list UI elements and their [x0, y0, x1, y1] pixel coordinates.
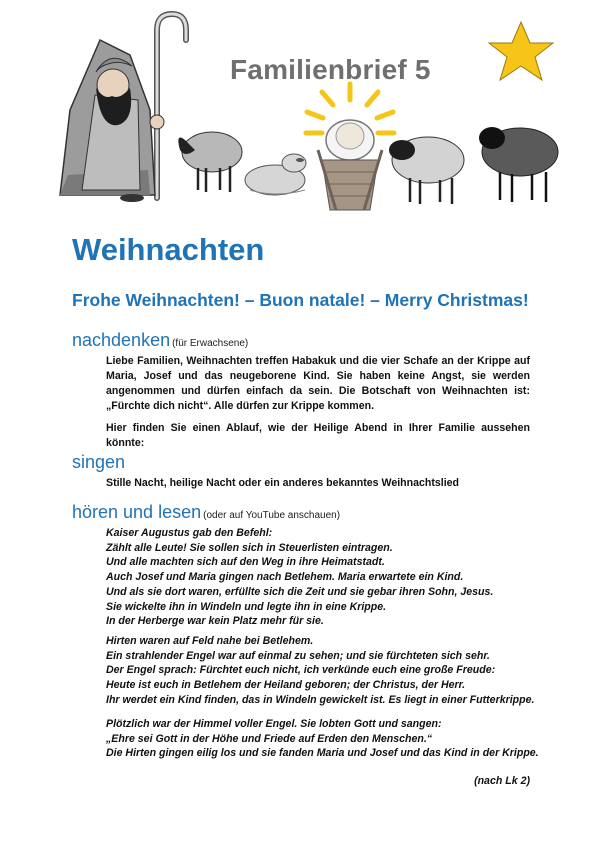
verse-line: Der Engel sprach: Fürchtet euch nicht, ich verkünde euch eine große Freude:	[106, 664, 496, 677]
section-note: (oder auf YouTube anschauen)	[203, 510, 341, 521]
sheep-illustration	[479, 127, 558, 202]
intro-paragraph: Liebe Familien, Weihnachten treffen Habakuk und die vier Schafe an der Krippe auf Maria, Josef und das neugeborene Kind. Sie haben keine Angst, sie werden angenommen und dürfen einfach da sein. Die Botschaft von Weihnachten ist: „Fürchte dich nicht“. Alle dürfen zur Krippe kommen.	[106, 355, 530, 412]
song-suggestion: Stille Nacht, heilige Nacht oder ein anderes bekanntes Weihnachtslied	[106, 477, 460, 489]
bible-stanza-3	[106, 717, 539, 761]
verse-line: Auch Josef und Maria gingen nach Betlehem. Maria erwartete ein Kind.	[106, 571, 464, 584]
verse-line: Die Hirten gingen eilig los und sie fanden Maria und Josef und das Kind in der Krippe.	[106, 747, 539, 760]
section-heading-singen	[72, 452, 125, 473]
bible-reference: (nach Lk 2)	[474, 775, 530, 787]
bible-stanza-1	[106, 526, 536, 629]
greeting-heading: Frohe Weihnachten! – Buon natale! – Merry Christmas!	[72, 290, 529, 310]
verse-line: Kaiser Augustus gab den Befehl:	[106, 527, 273, 539]
shepherd-illustration	[60, 14, 186, 202]
letter-title: Familienbrief 5	[230, 54, 431, 85]
bible-stanza-2	[106, 634, 536, 708]
verse-line: Heute ist euch in Betlehem der Heiland geboren; der Christus, der Herr.	[106, 679, 466, 692]
sheep-illustration	[178, 132, 242, 192]
sheep-illustration	[389, 137, 464, 204]
section-note: (für Erwachsene)	[172, 338, 249, 349]
verse-line: In der Herberge war kein Platz mehr für sie.	[106, 615, 324, 628]
sheep-illustration	[245, 154, 306, 195]
manger-illustration	[306, 84, 394, 210]
verse-line: Plötzlich war der Himmel voller Engel. Sie lobten Gott und sangen:	[106, 718, 442, 730]
page-title: Weihnachten	[72, 232, 265, 267]
star-icon	[489, 22, 553, 80]
verse-line: Und als sie dort waren, erfüllte sich die Zeit und sie gebar ihren Sohn, Jesus.	[106, 585, 494, 598]
verse-line: Und alle machten sich auf den Weg in ihre Heimatstadt.	[106, 556, 385, 569]
verse-line: Zählt alle Leute! Sie sollen sich in Steuerlisten eintragen.	[106, 541, 393, 554]
section-title: singen	[72, 452, 126, 472]
section-title: hören und lesen	[72, 502, 202, 522]
verse-line: „Ehre sei Gott in der Höhe und Friede auf Erden den Menschen.“	[106, 732, 433, 745]
verse-line: Ihr werdet ein Kind finden, das in Windeln gewickelt ist. Es liegt in einer Futterkrippe.	[106, 693, 535, 706]
header-illustration	[0, 0, 600, 225]
verse-line: Ein strahlender Engel war auf einmal zu sehen; und sie fürchteten sich sehr.	[106, 649, 490, 662]
section-title: nachdenken	[72, 330, 171, 350]
section-heading-hoeren	[72, 502, 340, 523]
verse-line: Hirten waren auf Feld nahe bei Betlehem.	[106, 635, 314, 647]
section-heading-nachdenken	[72, 330, 248, 351]
agenda-intro: Hier finden Sie einen Ablauf, wie der Heilige Abend in Ihrer Familie aussehen könnte:	[106, 422, 530, 449]
verse-line: Sie wickelte ihn in Windeln und legte ihn in eine Krippe.	[106, 600, 387, 613]
